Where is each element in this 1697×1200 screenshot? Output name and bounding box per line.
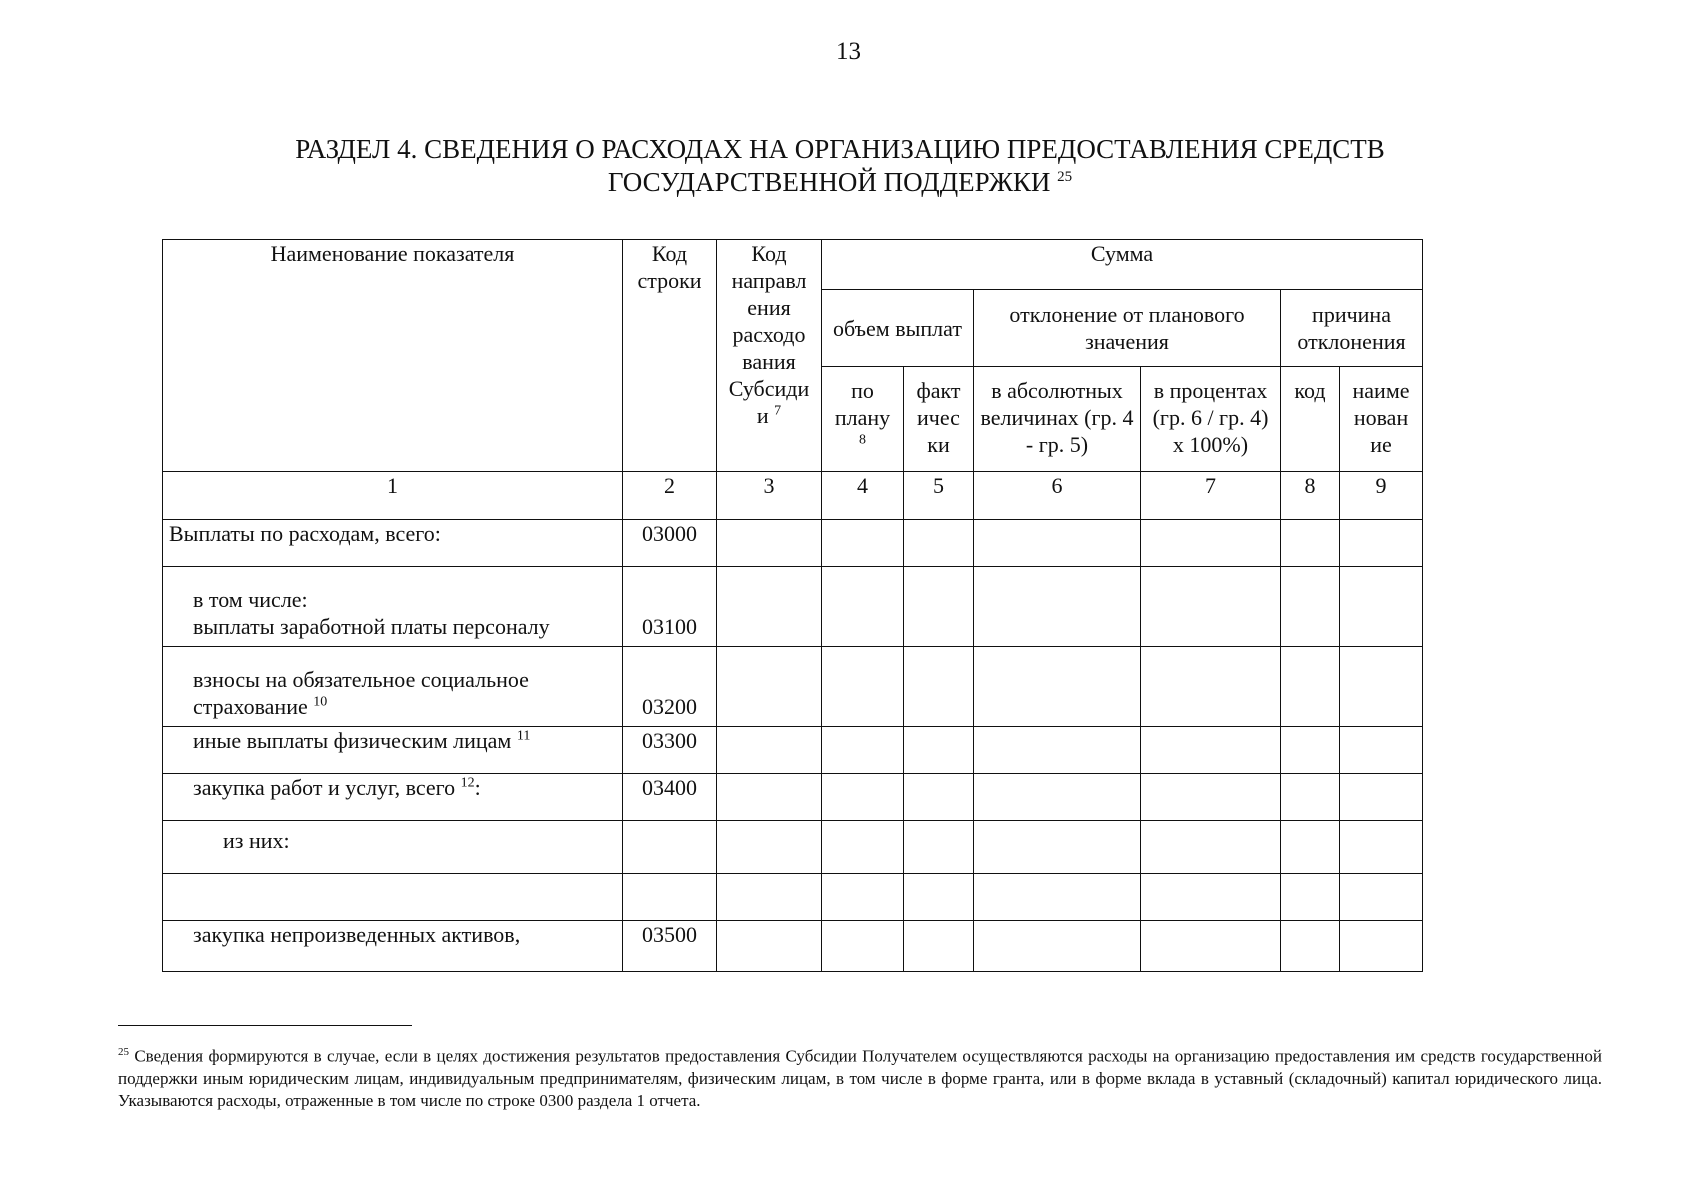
cell-empty (974, 520, 1141, 567)
cell-empty (1340, 874, 1423, 921)
row-footnote-ref: 11 (516, 728, 531, 744)
table-row (163, 774, 1423, 821)
cell-empty (717, 727, 822, 774)
cell-empty (822, 520, 904, 567)
row-name (163, 874, 623, 921)
cell-empty (1141, 520, 1281, 567)
cell-empty (717, 647, 822, 727)
header-reason: причина отклонения (1281, 290, 1423, 367)
cell-empty (1141, 821, 1281, 874)
table-row (163, 921, 1423, 972)
cell-empty (717, 921, 822, 972)
table-row (163, 647, 1423, 727)
cell-empty (904, 874, 974, 921)
row-code (623, 874, 717, 921)
cell-empty (1281, 647, 1340, 727)
column-number: 6 (974, 472, 1141, 520)
table-row (163, 874, 1423, 921)
cell-empty (1340, 520, 1423, 567)
row-code: 03200 (623, 647, 717, 727)
column-number: 3 (717, 472, 822, 520)
footnote-text: Сведения формируются в случае, если в целях достижения результатов предоставления Субсидии Получателем осуществляются расходы на организацию предоставления им средств государственной поддержки иным юридическим лицам, индивидуальным предпринимателям, физическим лицам, в том числе в форме гранта, или в форме вклада в уставный (складочный) капитал юридического лица. Указываются расходы, отраженные в том числе по строке 0300 раздела 1 отчета. (118, 1046, 1602, 1110)
cell-empty (1281, 874, 1340, 921)
column-number: 1 (163, 472, 623, 520)
footnote-separator (118, 1025, 412, 1026)
header-plan-text: по плану (834, 378, 891, 430)
cell-empty (974, 774, 1141, 821)
section-title (240, 133, 1440, 199)
cell-empty (974, 727, 1141, 774)
cell-empty (1281, 567, 1340, 647)
header-sum: Сумма (822, 240, 1423, 290)
cell-empty (1340, 774, 1423, 821)
cell-empty (1141, 921, 1281, 972)
cell-empty (974, 821, 1141, 874)
row-name (163, 774, 623, 821)
cell-empty (1281, 727, 1340, 774)
cell-empty (1141, 874, 1281, 921)
title-footnote-ref: 25 (1057, 169, 1073, 185)
row-footnote-ref: 10 (313, 694, 328, 710)
row-name: закупка непроизведенных активов, (163, 921, 623, 972)
cell-empty (822, 647, 904, 727)
cell-empty (1141, 727, 1281, 774)
page-number: 13 (836, 38, 861, 65)
header-fact: факт ичес ки (904, 367, 974, 472)
cell-empty (1340, 727, 1423, 774)
header-reason-name: наиме нован ие (1340, 367, 1423, 472)
cell-empty (717, 774, 822, 821)
header-direction-code-ref: 7 (774, 403, 782, 419)
row-name: из них: (163, 821, 623, 874)
cell-empty (904, 921, 974, 972)
cell-empty (974, 921, 1141, 972)
title-line-1: РАЗДЕЛ 4. СВЕДЕНИЯ О РАСХОДАХ НА ОРГАНИЗАЦИЮ ПРЕДОСТАВЛЕНИЯ СРЕДСТВ (295, 134, 1385, 164)
header-absolute: в абсолютных величинах (гр. 4 - гр. 5) (974, 367, 1141, 472)
expenses-table (162, 239, 1423, 972)
cell-empty (717, 520, 822, 567)
cell-empty (904, 520, 974, 567)
column-number: 9 (1340, 472, 1423, 520)
cell-empty (904, 821, 974, 874)
row-footnote-ref: 12 (460, 775, 475, 791)
cell-empty (974, 647, 1141, 727)
header-row-code: Код строки (623, 240, 717, 472)
row-name-text: взносы на обязательное социальное страхование (193, 667, 529, 719)
title-line-2 (240, 166, 1440, 199)
row-name-suffix: : (474, 775, 481, 800)
cell-empty (717, 821, 822, 874)
row-name-pre: в том числе: (193, 587, 308, 612)
header-reason-code: код (1281, 367, 1340, 472)
column-number: 4 (822, 472, 904, 520)
cell-empty (717, 567, 822, 647)
cell-empty (974, 567, 1141, 647)
cell-empty (822, 821, 904, 874)
cell-empty (1340, 647, 1423, 727)
header-deviation: отклонение от планового значения (974, 290, 1281, 367)
header-plan-ref: 8 (859, 432, 866, 448)
row-name (163, 647, 623, 727)
cell-empty (717, 874, 822, 921)
column-number: 8 (1281, 472, 1340, 520)
row-code: 03400 (623, 774, 717, 821)
row-code: 03100 (623, 567, 717, 647)
table-row (163, 821, 1423, 874)
cell-empty (1141, 647, 1281, 727)
cell-empty (1281, 520, 1340, 567)
cell-empty (904, 727, 974, 774)
row-name: Выплаты по расходам, всего: (163, 520, 623, 567)
cell-empty (904, 567, 974, 647)
cell-empty (822, 567, 904, 647)
footnote (118, 1041, 1602, 1112)
row-code (623, 821, 717, 874)
title-line-2-text: ГОСУДАРСТВЕННОЙ ПОДДЕРЖКИ (607, 167, 1051, 197)
cell-empty (1281, 774, 1340, 821)
header-direction-code-text: Код направл ения расходо вания Субсиди и (728, 241, 810, 428)
cell-empty (1141, 774, 1281, 821)
column-number: 7 (1141, 472, 1281, 520)
row-code: 03300 (623, 727, 717, 774)
row-name (163, 727, 623, 774)
cell-empty (974, 874, 1141, 921)
cell-empty (1340, 921, 1423, 972)
header-percent: в процентах (гр. 6 / гр. 4) х 100%) (1141, 367, 1281, 472)
row-name-text: иные выплаты физическим лицам (193, 728, 512, 753)
cell-empty (1141, 567, 1281, 647)
row-code: 03000 (623, 520, 717, 567)
header-plan (822, 367, 904, 472)
column-number: 5 (904, 472, 974, 520)
row-name-main: выплаты заработной платы персоналу (193, 614, 550, 639)
table-row (163, 520, 1423, 567)
cell-empty (904, 647, 974, 727)
footnote-ref: 25 (118, 1046, 129, 1058)
cell-empty (904, 774, 974, 821)
cell-empty (822, 727, 904, 774)
header-name: Наименование показателя (163, 240, 623, 472)
table-row (163, 727, 1423, 774)
row-code: 03500 (623, 921, 717, 972)
cell-empty (822, 774, 904, 821)
cell-empty (822, 874, 904, 921)
column-number: 2 (623, 472, 717, 520)
cell-empty (1281, 821, 1340, 874)
table-row (163, 567, 1423, 647)
header-direction-code (717, 240, 822, 472)
cell-empty (1340, 567, 1423, 647)
row-name-text: закупка работ и услуг, всего (193, 775, 456, 800)
row-name (163, 567, 623, 647)
cell-empty (1281, 921, 1340, 972)
cell-empty (1340, 821, 1423, 874)
header-volume: объем выплат (822, 290, 974, 367)
cell-empty (822, 921, 904, 972)
